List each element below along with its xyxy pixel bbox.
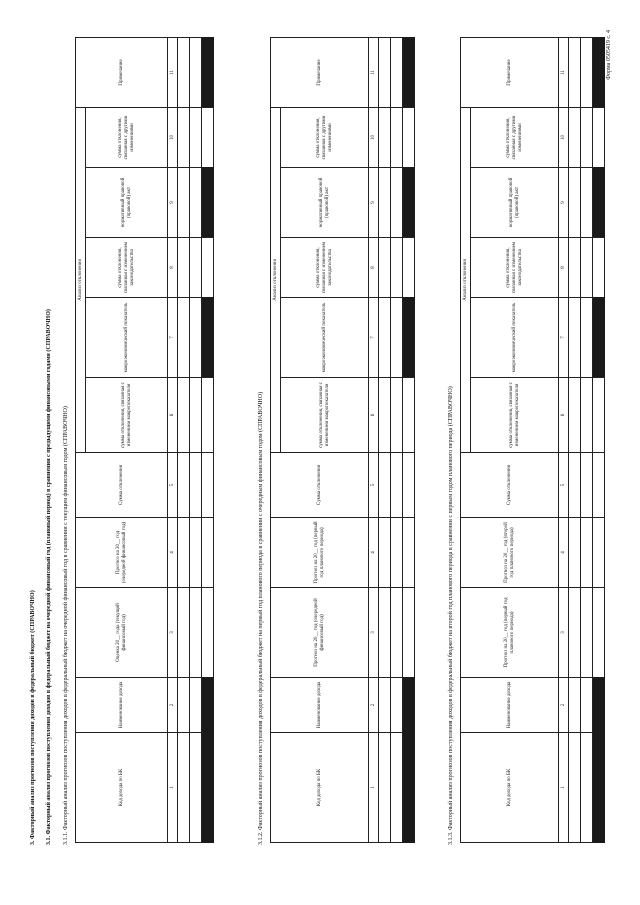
header-legal-act: нормативный правовой (правовой) акт <box>281 168 369 238</box>
data-cell[interactable] <box>190 378 202 453</box>
data-cell[interactable] <box>593 588 605 678</box>
data-cell[interactable] <box>581 238 593 298</box>
column-number: 10 <box>369 107 379 167</box>
header-other-deviation: сумма отклонения, связанная с другими изменениями <box>281 107 369 167</box>
column-number: 5 <box>369 453 379 518</box>
column-number: 2 <box>369 678 379 733</box>
data-cell[interactable] <box>581 378 593 453</box>
header-other-deviation: сумма отклонения, связанная с другими изменениями <box>471 107 559 167</box>
data-cell[interactable] <box>581 298 593 378</box>
data-cell[interactable] <box>190 733 202 843</box>
data-cell[interactable] <box>379 733 391 843</box>
data-cell[interactable] <box>190 238 202 298</box>
total-cell <box>202 298 214 378</box>
column-number: 9 <box>168 168 178 238</box>
header-law-deviation: сумма отклонения, связанная с изменением законодательства <box>471 238 559 298</box>
header-deviation-analysis: Анализ отклонения <box>76 107 86 452</box>
sub-heading: 3.1. Факторный анализ прогнозов поступления доходов в федеральный бюджет на очередной финансовый год (плановый период) в сравнении с предыдущими финансовыми годами (СПРАВОЧНО) <box>46 309 52 845</box>
data-cell[interactable] <box>178 588 190 678</box>
data-cell[interactable] <box>178 733 190 843</box>
column-number: 3 <box>559 588 569 678</box>
total-cell <box>593 168 605 238</box>
header-note: Примечание <box>271 37 369 107</box>
total-cell <box>202 37 214 107</box>
column-number: 10 <box>559 107 569 167</box>
data-cell[interactable] <box>190 518 202 588</box>
total-cell <box>403 678 415 733</box>
data-cell[interactable] <box>190 588 202 678</box>
total-cell <box>403 298 415 378</box>
header-deviation-analysis: Анализ отклонения <box>461 107 471 452</box>
header-legal-act: нормативный правовой (правовой) акт <box>86 168 168 238</box>
data-cell[interactable] <box>581 107 593 167</box>
column-number: 4 <box>559 518 569 588</box>
header-law-deviation: сумма отклонения, связанная с изменением законодательства <box>86 238 168 298</box>
data-cell[interactable] <box>569 678 581 733</box>
column-number: 11 <box>168 37 178 107</box>
data-cell[interactable] <box>379 518 391 588</box>
data-cell[interactable] <box>391 298 403 378</box>
data-cell[interactable] <box>202 378 214 453</box>
data-cell[interactable] <box>569 453 581 518</box>
column-number: 2 <box>559 678 569 733</box>
data-cell[interactable] <box>569 37 581 107</box>
table-total-row <box>403 37 415 842</box>
column-number: 7 <box>168 298 178 378</box>
total-cell <box>202 733 214 843</box>
data-cell[interactable] <box>391 107 403 167</box>
data-cell[interactable] <box>379 107 391 167</box>
table-row <box>569 37 581 842</box>
column-number: 3 <box>369 588 379 678</box>
data-cell[interactable] <box>178 107 190 167</box>
table-row <box>178 37 190 842</box>
total-cell <box>202 678 214 733</box>
data-cell[interactable] <box>391 378 403 453</box>
table-row <box>581 37 593 842</box>
header-law-deviation: сумма отклонения, связанная с изменением законодательства <box>281 238 369 298</box>
data-cell[interactable] <box>581 453 593 518</box>
data-cell[interactable] <box>391 588 403 678</box>
header-forecast: Прогноз на 20__ год (очередной финансовый год) <box>76 518 168 588</box>
header-deviation-sum: Сумма отклонения <box>76 453 168 518</box>
column-number: 1 <box>168 733 178 843</box>
header-macro-indicator: макроэкономический показатель <box>86 298 168 378</box>
data-cell[interactable] <box>379 298 391 378</box>
data-cell[interactable] <box>202 588 214 678</box>
header-macro-indicator: макроэкономический показатель <box>471 298 559 378</box>
data-cell[interactable] <box>569 378 581 453</box>
column-number: 7 <box>559 298 569 378</box>
data-cell[interactable] <box>581 733 593 843</box>
column-number: 5 <box>168 453 178 518</box>
data-cell[interactable] <box>581 518 593 588</box>
header-income-name: Наименование дохода <box>461 678 559 733</box>
header-forecast-plan-1: Прогноз на 20__ год (первый год планового периода) <box>271 518 369 588</box>
data-cell[interactable] <box>593 453 605 518</box>
data-cell[interactable] <box>178 453 190 518</box>
table-row <box>391 37 403 842</box>
column-number: 9 <box>369 168 379 238</box>
data-cell[interactable] <box>379 588 391 678</box>
factor-table-3-1-1 <box>75 37 214 843</box>
header-note: Примечание <box>461 37 559 107</box>
data-cell[interactable] <box>581 37 593 107</box>
total-cell <box>593 678 605 733</box>
header-macro-deviation: сумма отклонения, связанная с изменением макропоказателя <box>86 378 168 453</box>
column-number: 6 <box>559 378 569 453</box>
data-cell[interactable] <box>569 518 581 588</box>
factor-table-3-1-3 <box>460 37 605 843</box>
total-cell <box>593 733 605 843</box>
data-cell[interactable] <box>593 107 605 167</box>
data-cell[interactable] <box>202 518 214 588</box>
table-total-row <box>202 37 214 842</box>
header-forecast-plan-2: Прогноз на 20__ год (второй год планового периода) <box>461 518 559 588</box>
data-cell[interactable] <box>391 733 403 843</box>
form-number: Форма 0505419 с. 4 <box>606 30 612 80</box>
table-total-row <box>593 37 605 842</box>
header-income-code: Код дохода по БК <box>271 733 369 843</box>
header-income-code: Код дохода по БК <box>461 733 559 843</box>
section-title-3-1-1: 3.1.1. Факторный анализ прогнозов поступления доходов в федеральный бюджет на очередной финансовый год в сравнении с текущим финансовым годом (СПРАВОЧНО) <box>63 406 69 845</box>
total-cell <box>403 168 415 238</box>
table-row <box>379 37 391 842</box>
data-cell[interactable] <box>391 168 403 238</box>
column-number: 8 <box>369 238 379 298</box>
header-deviation-analysis: Анализ отклонения <box>271 107 281 452</box>
header-macro-deviation: сумма отклонения, связанная с изменением макропоказателя <box>281 378 369 453</box>
header-other-deviation: сумма отклонения, связанная с другими изменениями <box>86 107 168 167</box>
header-income-code: Код дохода по БК <box>76 733 168 843</box>
data-cell[interactable] <box>569 107 581 167</box>
data-cell[interactable] <box>403 588 415 678</box>
header-forecast-plan-1: Прогноз на 20__ год (первый год планового периода) <box>461 588 559 678</box>
data-cell[interactable] <box>202 453 214 518</box>
data-cell[interactable] <box>569 733 581 843</box>
data-cell[interactable] <box>391 37 403 107</box>
data-cell[interactable] <box>202 107 214 167</box>
data-cell[interactable] <box>178 37 190 107</box>
data-cell[interactable] <box>593 238 605 298</box>
column-number: 3 <box>168 588 178 678</box>
header-deviation-sum: Сумма отклонения <box>461 453 559 518</box>
total-cell <box>403 733 415 843</box>
section-title-3-1-3: 3.1.3. Факторный анализ прогнозов поступления доходов в федеральный бюджет на второй год планового периода в сравнении с первым годом планового периода (СПРАВОЧНО) <box>448 386 454 845</box>
data-cell[interactable] <box>202 238 214 298</box>
data-cell[interactable] <box>581 678 593 733</box>
data-cell[interactable] <box>569 298 581 378</box>
column-number: 10 <box>168 107 178 167</box>
data-cell[interactable] <box>391 238 403 298</box>
data-cell[interactable] <box>581 168 593 238</box>
data-cell[interactable] <box>190 678 202 733</box>
data-cell[interactable] <box>391 518 403 588</box>
header-legal-act: нормативный правовой (правовой) акт <box>471 168 559 238</box>
data-cell[interactable] <box>178 518 190 588</box>
column-number: 4 <box>369 518 379 588</box>
data-cell[interactable] <box>403 518 415 588</box>
data-cell[interactable] <box>569 238 581 298</box>
data-cell[interactable] <box>391 453 403 518</box>
column-number: 11 <box>559 37 569 107</box>
data-cell[interactable] <box>379 37 391 107</box>
column-number: 9 <box>559 168 569 238</box>
data-cell[interactable] <box>379 168 391 238</box>
data-cell[interactable] <box>391 678 403 733</box>
data-cell[interactable] <box>178 378 190 453</box>
section-title-3-1-2: 3.1.2. Факторный анализ прогнозов поступления доходов в федеральный бюджет на первый год планового периода в сравнении с очередным финансовым годом (СПРАВОЧНО) <box>258 391 264 845</box>
data-cell[interactable] <box>379 238 391 298</box>
main-heading: 3. Факторный анализ прогнозов поступления доходов в федеральный бюджет (СПРАВОЧНО) <box>30 590 36 845</box>
data-cell[interactable] <box>190 298 202 378</box>
data-cell[interactable] <box>403 107 415 167</box>
data-cell[interactable] <box>403 378 415 453</box>
column-number: 11 <box>369 37 379 107</box>
table-row <box>190 37 202 842</box>
total-cell <box>202 168 214 238</box>
total-cell <box>593 37 605 107</box>
column-number: 7 <box>369 298 379 378</box>
total-cell <box>593 298 605 378</box>
column-number: 8 <box>168 238 178 298</box>
column-number: 6 <box>168 378 178 453</box>
data-cell[interactable] <box>403 453 415 518</box>
data-cell[interactable] <box>581 588 593 678</box>
data-cell[interactable] <box>178 238 190 298</box>
header-deviation-sum: Сумма отклонения <box>271 453 369 518</box>
header-income-name: Наименование дохода <box>76 678 168 733</box>
data-cell[interactable] <box>190 168 202 238</box>
data-cell[interactable] <box>569 588 581 678</box>
header-forecast-next: Прогноз на 20__ год (очередной финансовый год) <box>271 588 369 678</box>
total-cell <box>403 37 415 107</box>
column-number: 1 <box>559 733 569 843</box>
data-cell[interactable] <box>593 378 605 453</box>
data-cell[interactable] <box>178 168 190 238</box>
data-cell[interactable] <box>593 518 605 588</box>
column-number: 5 <box>559 453 569 518</box>
header-note: Примечание <box>76 37 168 107</box>
header-macro-indicator: макроэкономический показатель <box>281 298 369 378</box>
data-cell[interactable] <box>178 298 190 378</box>
data-cell[interactable] <box>379 378 391 453</box>
header-macro-deviation: сумма отклонения, связанная с изменением макропоказателя <box>471 378 559 453</box>
factor-table-3-1-2 <box>270 37 415 843</box>
header-estimate: Оценка 20__ года (текущий финансовый год) <box>76 588 168 678</box>
data-cell[interactable] <box>403 238 415 298</box>
data-cell[interactable] <box>190 107 202 167</box>
data-cell[interactable] <box>569 168 581 238</box>
header-income-name: Наименование дохода <box>271 678 369 733</box>
column-number: 4 <box>168 518 178 588</box>
data-cell[interactable] <box>379 678 391 733</box>
column-number: 1 <box>369 733 379 843</box>
column-number: 2 <box>168 678 178 733</box>
data-cell[interactable] <box>379 453 391 518</box>
column-number: 8 <box>559 238 569 298</box>
data-cell[interactable] <box>178 678 190 733</box>
data-cell[interactable] <box>190 37 202 107</box>
column-number: 6 <box>369 378 379 453</box>
data-cell[interactable] <box>190 453 202 518</box>
